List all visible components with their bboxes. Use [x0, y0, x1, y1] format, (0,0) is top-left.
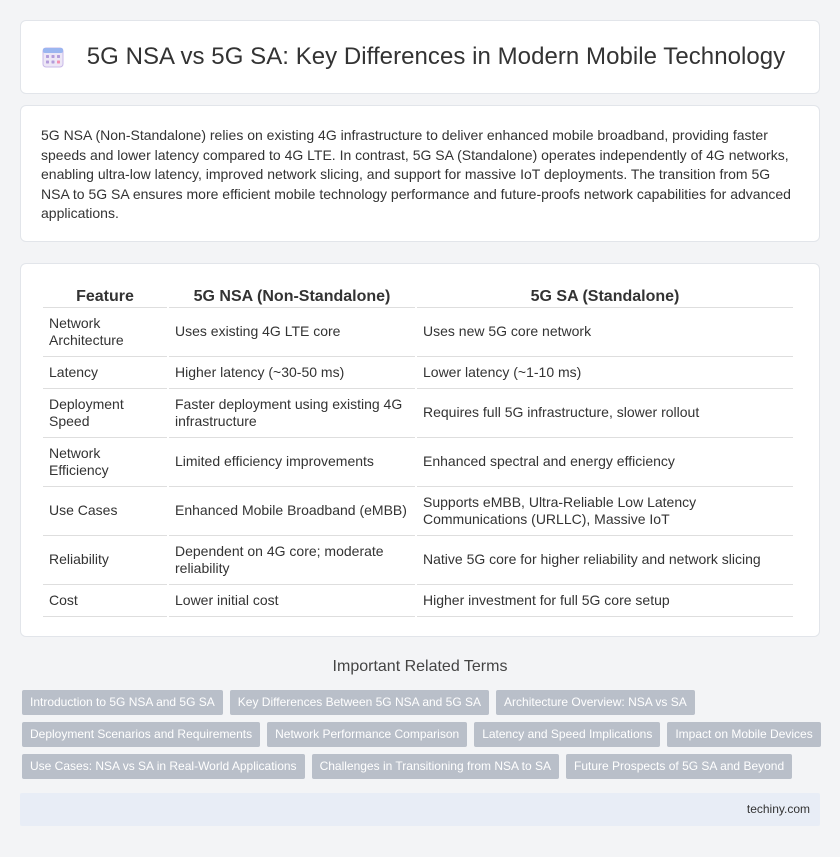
nsa-cell: Higher latency (~30-50 ms) — [169, 357, 415, 389]
tag-link[interactable]: Deployment Scenarios and Requirements — [22, 722, 260, 747]
sa-cell: Native 5G core for higher reliability and network slicing — [417, 536, 793, 585]
intro-paragraph: 5G NSA (Non-Standalone) relies on existing 4G infrastructure to deliver enhanced mobile broadband, providing faster speeds and lower latency compared to 4G LTE. In contrast, 5G SA (Standalone) operates independently of 4G networks, enabling ultra-low latency, improved network slicing, and support for massive IoT deployments. The transition from 5G NSA to 5G SA ensures more efficient mobile technology performance and future-proofs network capabilities for advanced applications. — [41, 127, 791, 221]
sa-cell: Higher investment for full 5G core setup — [417, 585, 793, 617]
tag-link[interactable]: Network Performance Comparison — [267, 722, 467, 747]
table-header-row — [43, 284, 793, 308]
nsa-cell: Limited efficiency improvements — [169, 438, 415, 487]
table-row — [43, 438, 793, 487]
footer-brand[interactable]: techiny.com — [746, 802, 810, 816]
nsa-cell: Lower initial cost — [169, 585, 415, 617]
header-nsa: 5G NSA (Non-Standalone) — [169, 284, 415, 308]
tag-link[interactable]: Introduction to 5G NSA and 5G SA — [22, 690, 223, 715]
feature-cell: Latency — [43, 357, 167, 389]
tag-link[interactable]: Impact on Mobile Devices — [667, 722, 820, 747]
nsa-cell: Enhanced Mobile Broadband (eMBB) — [169, 487, 415, 536]
table-row — [43, 389, 793, 438]
sa-cell: Enhanced spectral and energy efficiency — [417, 438, 793, 487]
header-feature: Feature — [43, 284, 167, 308]
feature-cell: Network Efficiency — [43, 438, 167, 487]
sa-cell: Requires full 5G infrastructure, slower rollout — [417, 389, 793, 438]
related-terms-title: Important Related Terms — [332, 658, 508, 675]
nsa-cell: Uses existing 4G LTE core — [169, 308, 415, 357]
table-row — [43, 308, 793, 357]
nsa-cell: Faster deployment using existing 4G infrastructure — [169, 389, 415, 438]
header-sa: 5G SA (Standalone) — [417, 284, 793, 308]
feature-cell: Cost — [43, 585, 167, 617]
comparison-table — [41, 284, 795, 617]
footer — [20, 793, 820, 826]
calendar-grid-icon — [41, 45, 65, 69]
feature-cell: Deployment Speed — [43, 389, 167, 438]
table-row — [43, 585, 793, 617]
tag-row — [22, 754, 822, 779]
tag-link[interactable]: Future Prospects of 5G SA and Beyond — [566, 754, 792, 779]
tag-link[interactable]: Challenges in Transitioning from NSA to SA — [312, 754, 559, 779]
sa-cell: Uses new 5G core network — [417, 308, 793, 357]
tag-row — [22, 722, 822, 747]
sa-cell: Supports eMBB, Ultra-Reliable Low Latency Communications (URLLC), Massive IoT — [417, 487, 793, 536]
table-row — [43, 487, 793, 536]
tag-row — [22, 690, 822, 715]
title-card — [20, 20, 820, 94]
nsa-cell: Dependent on 4G core; moderate reliability — [169, 536, 415, 585]
feature-cell: Use Cases — [43, 487, 167, 536]
tag-link[interactable]: Use Cases: NSA vs SA in Real-World Applications — [22, 754, 305, 779]
feature-cell: Reliability — [43, 536, 167, 585]
tag-link[interactable]: Key Differences Between 5G NSA and 5G SA — [230, 690, 489, 715]
tag-link[interactable]: Architecture Overview: NSA vs SA — [496, 690, 695, 715]
comparison-card — [20, 263, 820, 637]
related-terms-tags — [22, 690, 822, 786]
page-title: 5G NSA vs 5G SA: Key Differences in Modern Mobile Technology — [86, 43, 786, 70]
table-row — [43, 536, 793, 585]
tag-link[interactable]: Latency and Speed Implications — [474, 722, 660, 747]
intro-card — [20, 105, 820, 242]
table-row — [43, 357, 793, 389]
feature-cell: Network Architecture — [43, 308, 167, 357]
sa-cell: Lower latency (~1-10 ms) — [417, 357, 793, 389]
